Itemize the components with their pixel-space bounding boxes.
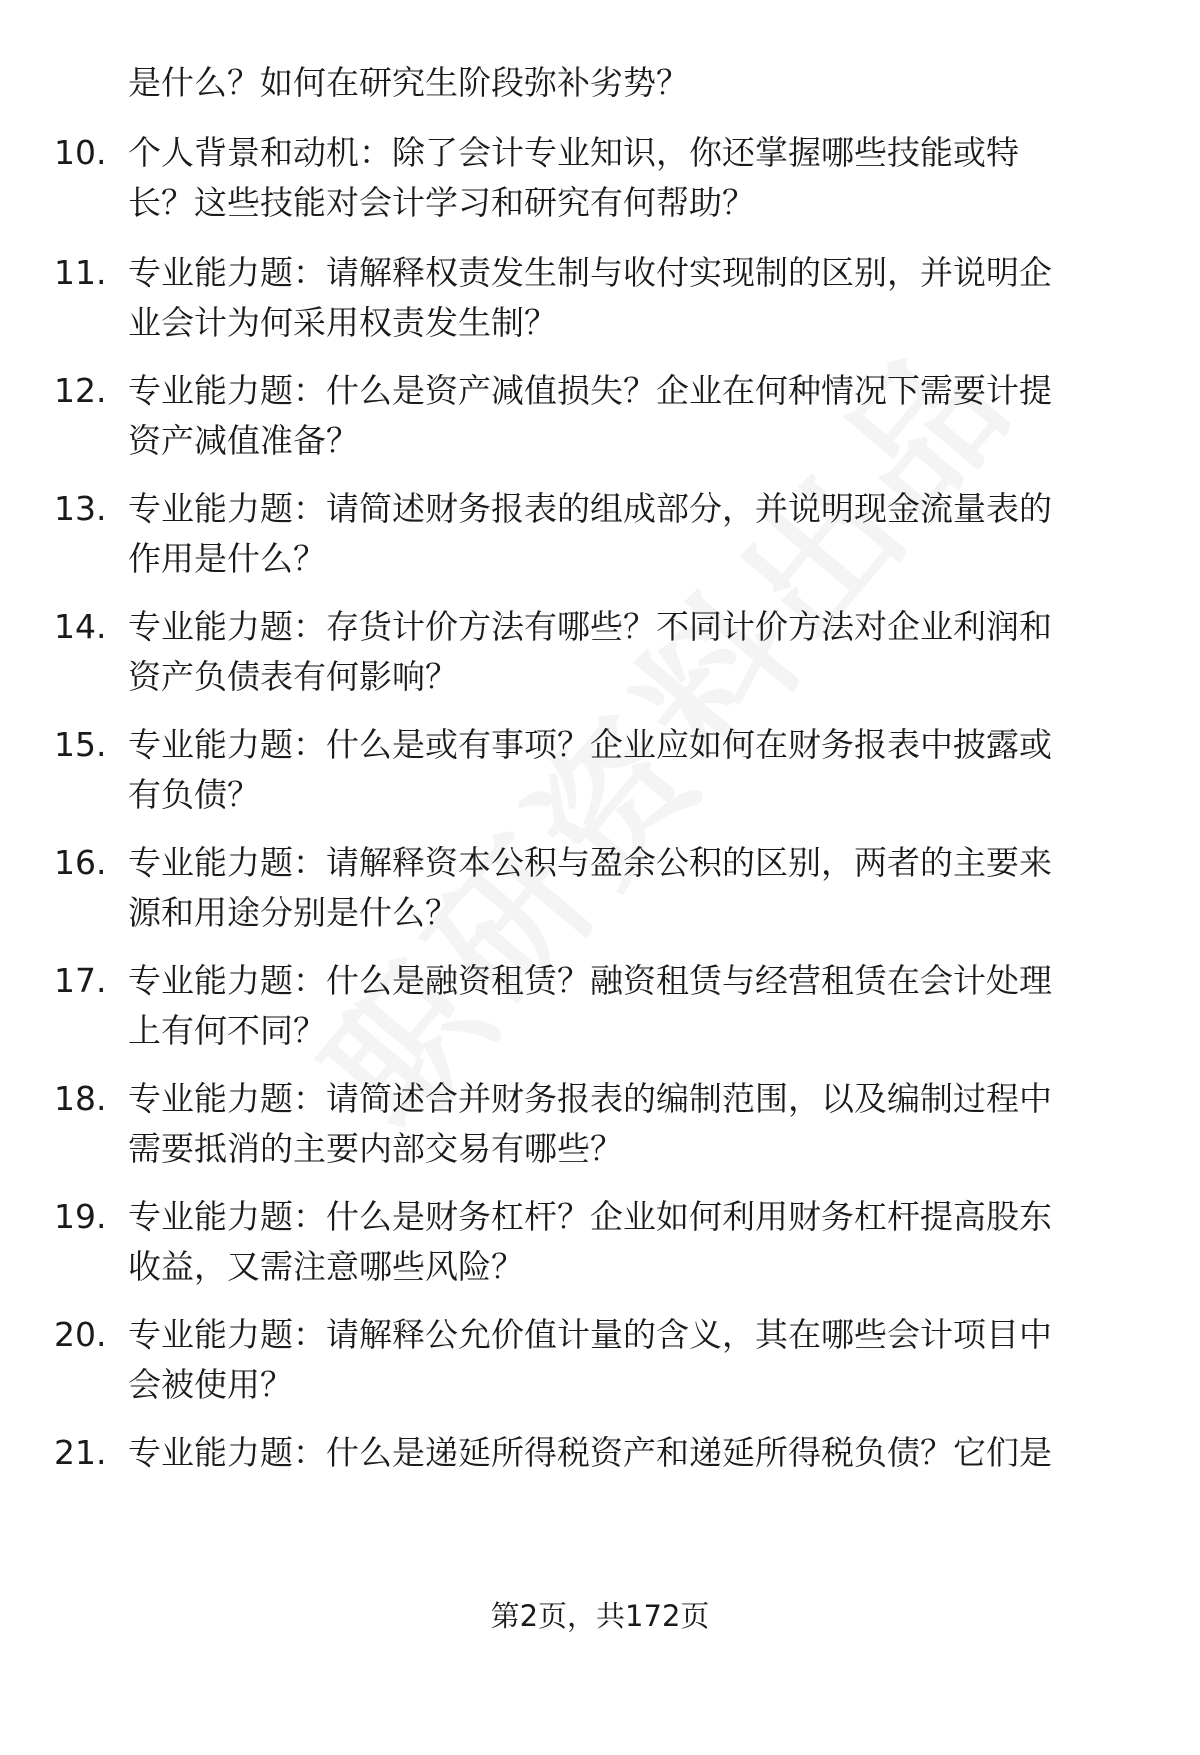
item-text-line: 专业能力题：请简述合并财务报表的编制范围，以及编制过程中 <box>128 1079 1052 1118</box>
item-text-line: 收益，又需注意哪些风险？ <box>128 1247 524 1286</box>
item-text <box>128 1310 1168 1410</box>
item-text <box>128 1192 1168 1292</box>
list-item <box>54 484 1164 584</box>
item-text-line: 个人背景和动机：除了会计专业知识，你还掌握哪些技能或特 <box>128 133 1019 172</box>
item-text-line: 专业能力题：什么是资产减值损失？企业在何种情况下需要计提 <box>128 371 1052 410</box>
item-number: 13. <box>54 489 107 528</box>
item-text-line: 专业能力题：请解释资本公积与盈余公积的区别，两者的主要来 <box>128 843 1052 882</box>
item-text-line: 专业能力题：请解释公允价值计量的含义，其在哪些会计项目中 <box>128 1315 1052 1354</box>
item-text <box>128 720 1168 820</box>
item-text-line: 专业能力题：什么是递延所得税资产和递延所得税负债？它们是 <box>128 1433 1052 1472</box>
continuation-line: 是什么？如何在研究生阶段弥补劣势？ <box>128 63 689 102</box>
item-number: 21. <box>54 1433 107 1472</box>
item-number: 11. <box>54 253 107 292</box>
item-text-line: 专业能力题：请简述财务报表的组成部分，并说明现金流量表的 <box>128 489 1052 528</box>
item-text <box>128 366 1168 466</box>
item-text-line: 有负债？ <box>128 775 260 814</box>
item-text <box>128 1428 1168 1478</box>
item-text <box>128 248 1168 348</box>
list-item <box>54 1428 1164 1478</box>
item-text-line: 上有何不同？ <box>128 1011 326 1050</box>
item-number: 18. <box>54 1079 107 1118</box>
list-item <box>54 720 1164 820</box>
item-text-line: 作用是什么？ <box>128 539 326 578</box>
item-number: 14. <box>54 607 107 646</box>
item-text-line: 会被使用？ <box>128 1365 293 1404</box>
list-item <box>54 128 1164 228</box>
list-item <box>54 838 1164 938</box>
list-item <box>54 602 1164 702</box>
item-number: 20. <box>54 1315 107 1354</box>
item-number: 15. <box>54 725 107 764</box>
item-text-line: 专业能力题：存货计价方法有哪些？不同计价方法对企业利润和 <box>128 607 1052 646</box>
item-text-line: 专业能力题：什么是财务杠杆？企业如何利用财务杠杆提高股东 <box>128 1197 1052 1236</box>
item-number: 17. <box>54 961 107 1000</box>
item-number: 10. <box>54 133 107 172</box>
item-text-line: 资产减值准备？ <box>128 421 359 460</box>
item-text-line: 专业能力题：请解释权责发生制与收付实现制的区别，并说明企 <box>128 253 1052 292</box>
item-text <box>128 128 1168 228</box>
item-text-line: 需要抵消的主要内部交易有哪些？ <box>128 1129 623 1168</box>
list-item <box>54 1310 1164 1410</box>
item-text <box>128 484 1168 584</box>
item-text-line: 源和用途分别是什么？ <box>128 893 458 932</box>
list-item <box>54 248 1164 348</box>
item-number: 12. <box>54 371 107 410</box>
item-text-line: 长？这些技能对会计学习和研究有何帮助？ <box>128 183 755 222</box>
list-item <box>54 956 1164 1056</box>
item-number: 19. <box>54 1197 107 1236</box>
item-text <box>128 838 1168 938</box>
item-text <box>128 602 1168 702</box>
item-text <box>128 1074 1168 1174</box>
item-text-line: 资产负债表有何影响？ <box>128 657 458 696</box>
item-number: 16. <box>54 843 107 882</box>
item-text-line: 专业能力题：什么是融资租赁？融资租赁与经营租赁在会计处理 <box>128 961 1052 1000</box>
item-text-line: 专业能力题：什么是或有事项？企业应如何在财务报表中披露或 <box>128 725 1052 764</box>
list-item <box>54 366 1164 466</box>
item-text-line: 业会计为何采用权责发生制？ <box>128 303 557 342</box>
item-text <box>128 956 1168 1056</box>
list-item <box>54 1074 1164 1174</box>
page-number-footer: 第2页，共172页 <box>490 1599 710 1633</box>
list-item <box>54 1192 1164 1292</box>
